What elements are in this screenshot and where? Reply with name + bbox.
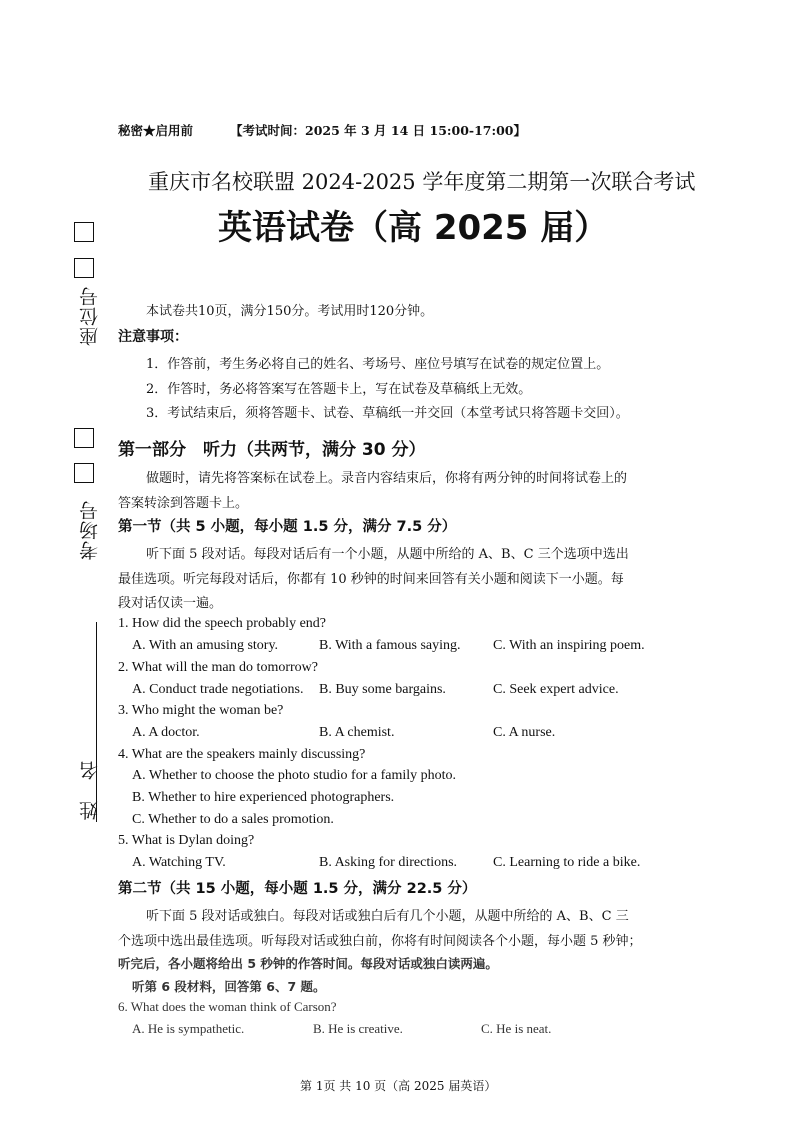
option-a: A. With an amusing story. — [132, 638, 279, 653]
option-c: C. Learning to ride a bike. — [493, 855, 641, 870]
option-b: B. Asking for directions. — [319, 855, 458, 870]
section1-heading: 第一节（共 5 小题，每小题 1.5 分，满分 7.5 分） — [118, 519, 457, 535]
option-c: C. He is neat. — [481, 1021, 552, 1036]
option-a: A. Conduct trade negotiations. — [132, 682, 304, 697]
seat-number-box-1[interactable] — [74, 222, 94, 242]
question-stem: 5. What is Dylan doing? — [118, 833, 255, 848]
exam-time: 【考试时间：2025 年 3 月 14 日 15:00-17:00】 — [230, 123, 526, 138]
question-stem: 6. What does the woman think of Carson? — [118, 999, 337, 1014]
section2-desc: 听完后，各小题将给出 5 秒钟的作答时间。每段对话或独白读两遍。 — [118, 956, 498, 971]
option-c: C. With an inspiring poem. — [493, 638, 645, 653]
section1-desc: 最佳选项。听完每段对话后，你都有 10 秒钟的时间来回答有关小题和阅读下一小题。每 — [118, 572, 624, 587]
confidential-label: 秘密★启用前 — [118, 123, 194, 138]
option-b: B. Whether to hire experienced photographers. — [132, 790, 395, 805]
option-a: A. Watching TV. — [132, 855, 226, 870]
part1-desc: 答案转涂到答题卡上。 — [118, 496, 249, 511]
note-item: 3．考试结束后，须将答题卡、试卷、草稿纸一并交回（本堂考试只将答题卡交回）。 — [146, 406, 629, 421]
option-a: A. A doctor. — [132, 725, 200, 740]
section2-heading: 第二节（共 15 小题，每小题 1.5 分，满分 22.5 分） — [118, 881, 477, 897]
option-a: A. He is sympathetic. — [132, 1021, 245, 1036]
intro-text: 本试卷共10页，满分150分。考试用时120分钟。 — [146, 304, 434, 319]
note-item: 1．作答前，考生务必将自己的姓名、考场号、座位号填写在试卷的规定位置上。 — [146, 357, 610, 372]
section2-desc: 个选项中选出最佳选项。听每段对话或独白前，你将有时间阅读各个小题，每小题 5 秒钟； — [118, 934, 642, 949]
note-item: 2．作答时，务必将答案写在答题卡上，写在试卷及草稿纸上无效。 — [146, 382, 532, 397]
option-b: B. With a famous saying. — [319, 638, 461, 653]
option-c: C. A nurse. — [493, 725, 556, 740]
option-b: B. A chemist. — [319, 725, 395, 740]
question-stem: 2. What will the man do tomorrow? — [118, 660, 318, 675]
option-b: B. He is creative. — [313, 1021, 403, 1036]
section1-desc: 听下面 5 段对话。每段对话后有一个小题，从题中所给的 A、B、C 三个选项中选出 — [146, 547, 629, 562]
question-stem: 3. Who might the woman be? — [118, 703, 284, 718]
seat-number-box-2[interactable] — [74, 258, 94, 278]
question-stem: 4. What are the speakers mainly discussing? — [118, 747, 366, 762]
section1-desc: 段对话仅读一遍。 — [118, 596, 223, 611]
option-c: C. Seek expert advice. — [493, 682, 619, 697]
option-b: B. Buy some bargains. — [319, 682, 446, 697]
material-note: 听第 6 段材料，回答第 6、7 题。 — [132, 979, 326, 994]
seat-number-label: 座位号 — [79, 286, 101, 346]
section2-desc: 听下面 5 段对话或独白。每段对话或独白后有几个小题，从题中所给的 A、B、C 三 — [146, 909, 629, 924]
option-a: A. Whether to choose the photo studio for a family photo. — [132, 768, 457, 783]
room-number-box-1[interactable] — [74, 428, 94, 448]
room-number-box-2[interactable] — [74, 463, 94, 483]
notes-heading: 注意事项： — [118, 329, 188, 345]
room-number-label: 考场号 — [79, 500, 101, 560]
paper-title: 英语试卷（高 2025 届） — [218, 208, 609, 248]
page-footer: 第 1页 共 10 页（高 2025 届英语） — [300, 1079, 497, 1093]
part1-heading: 第一部分 听力（共两节，满分 30 分） — [118, 440, 426, 460]
option-c: C. Whether to do a sales promotion. — [132, 812, 334, 827]
part1-desc: 做题时，请先将答案标在试卷上。录音内容结束后，你将有两分钟的时间将试卷上的 — [146, 471, 628, 486]
name-label: 姓 名 — [79, 760, 101, 820]
exam-title: 重庆市名校联盟 2024-2025 学年度第二期第一次联合考试 — [148, 170, 696, 194]
question-stem: 1. How did the speech probably end? — [118, 616, 326, 631]
